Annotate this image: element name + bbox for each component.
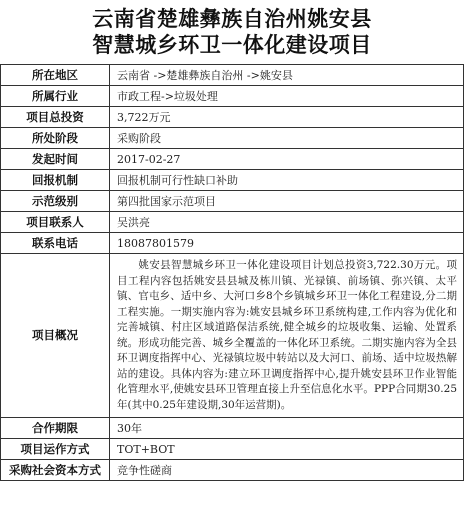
value-stage: 采购阶段 <box>110 128 464 149</box>
row-operation-mode <box>1 439 464 460</box>
label-demo-level: 示范级别 <box>1 191 110 212</box>
row-demo-level <box>1 191 464 212</box>
label-industry: 所属行业 <box>1 86 110 107</box>
label-procurement-method: 采购社会资本方式 <box>1 460 110 481</box>
value-phone: 18087801579 <box>110 233 464 254</box>
row-stage <box>1 128 464 149</box>
overview-text: 姚安县智慧城乡环卫一体化建设项目计划总投资3,722.30万元。项目工程内容包括姚安县县城及栋川镇、光禄镇、前场镇、弥兴镇、太平镇、官屯乡、适中乡、大河口乡8个乡镇城乡环卫一体化工程建设,分二期工程实施。一期实施内容为:姚安县城乡环卫系统构建,工作内容为优化和完善城镇、村庄区域道路保洁系统,健全城乡的垃圾收集、运输、处置系统。形成功能完善、城乡全覆盖的一体化环卫系统。二期实施内容为全县环卫调度指挥中心、光禄镇垃圾中转站以及大河口、前场、适中垃圾热解站的建设。具体内容为:建立环卫调度指挥中心,提升姚安县环卫作业智能化管理水平,使姚安县环卫管理直接上升至信息化水平。PPP合同期30.25年(其中0.25年建设期,30年运营期)。 <box>117 259 457 411</box>
value-contact-person: 吴洪亮 <box>110 212 464 233</box>
label-operation-mode: 项目运作方式 <box>1 439 110 460</box>
row-contact-person <box>1 212 464 233</box>
value-total-investment: 3,722万元 <box>110 107 464 128</box>
value-cooperation-term: 30年 <box>110 418 464 439</box>
value-industry: 市政工程->垃圾处理 <box>110 86 464 107</box>
value-demo-level: 第四批国家示范项目 <box>110 191 464 212</box>
label-cooperation-term: 合作期限 <box>1 418 110 439</box>
value-overview <box>110 254 464 418</box>
row-total-investment <box>1 107 464 128</box>
label-start-date: 发起时间 <box>1 149 110 170</box>
label-total-investment: 项目总投资 <box>1 107 110 128</box>
title-line-1: 云南省楚雄彝族自治州姚安县 <box>92 7 372 31</box>
row-return-mechanism <box>1 170 464 191</box>
row-phone <box>1 233 464 254</box>
row-region <box>1 65 464 86</box>
row-overview <box>1 254 464 418</box>
value-start-date: 2017-02-27 <box>110 149 464 170</box>
label-contact-person: 项目联系人 <box>1 212 110 233</box>
title-line-2: 智慧城乡环卫一体化建设项目 <box>92 33 372 57</box>
value-operation-mode: TOT+BOT <box>110 439 464 460</box>
document-title <box>0 0 464 64</box>
label-phone: 联系电话 <box>1 233 110 254</box>
value-region: 云南省 ->楚雄彝族自治州 ->姚安县 <box>110 65 464 86</box>
label-overview: 项目概况 <box>1 254 110 418</box>
row-start-date <box>1 149 464 170</box>
project-info-table <box>0 64 464 481</box>
row-cooperation-term <box>1 418 464 439</box>
label-region: 所在地区 <box>1 65 110 86</box>
row-industry <box>1 86 464 107</box>
label-stage: 所处阶段 <box>1 128 110 149</box>
value-return-mechanism: 回报机制可行性缺口补助 <box>110 170 464 191</box>
value-procurement-method: 竞争性磋商 <box>110 460 464 481</box>
label-return-mechanism: 回报机制 <box>1 170 110 191</box>
row-procurement-method <box>1 460 464 481</box>
